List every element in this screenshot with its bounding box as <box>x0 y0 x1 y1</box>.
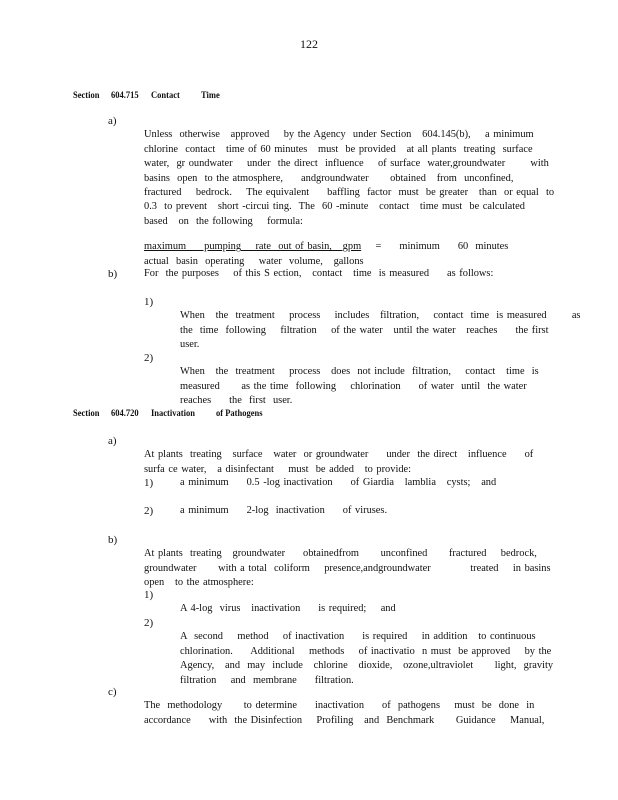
text-line: At plants treating surface water or groundwater under the direct influence of <box>144 449 534 461</box>
text-line: open to the atmosphere: <box>144 577 254 589</box>
subsection-label-b: b) <box>108 534 118 546</box>
section-title-word: Time <box>201 89 220 101</box>
text-line: When the treatment process does not include filtration, contact time is <box>180 366 539 378</box>
text-line: The methodology to determine inactivation of pathogens must be done in <box>144 700 535 712</box>
text-line: fractured bedrock. The equivalent baffling factor must be greater than or equal to <box>144 187 555 199</box>
text-line: A 4-log virus inactivation is required; and <box>180 603 396 615</box>
subsection-label-a: a) <box>108 115 117 127</box>
subsection-b-text: For the purposes of this S ection, contact time is measured as follows: <box>144 268 494 279</box>
section-title-word: Contact <box>151 89 180 101</box>
formula-denominator: actual basin operating water volume, gallons <box>144 255 364 267</box>
text-line: At plants treating groundwater obtainedfrom unconfined fractured bedrock, <box>144 548 537 560</box>
section-title-word: Inactivation <box>151 407 195 419</box>
text-line: 0.3 to prevent short -circui ting. The 60 -minute contact time must be calculated <box>144 201 525 213</box>
text-line: based on the following formula: <box>144 215 303 227</box>
page-number: 122 <box>300 37 318 51</box>
text-line: Agency, and may include chlorine dioxide, ozone,ultraviolet light, gravity <box>180 660 554 672</box>
text-line: measured as the time following chlorination of water until the water <box>180 380 527 392</box>
item-label-2: 2) <box>144 617 154 629</box>
text-line: accordance with the Disinfection Profiling and Benchmark Guidance Manual, <box>144 714 545 726</box>
subsection-label-a: a) <box>108 435 117 447</box>
item-label-2: 2) <box>144 505 154 517</box>
section-number: 604.715 <box>111 89 139 101</box>
section-title-word: of Pathogens <box>216 407 263 419</box>
text-line: groundwater with a total coliform presence,andgroundwater treated in basins <box>144 562 551 574</box>
text-line: user. <box>180 339 200 351</box>
text-line: A second method of inactivation is required in addition to continuous <box>180 631 536 643</box>
subsection-label-b: b) <box>108 268 118 280</box>
text-line: chlorine contact time of 60 minutes must be provided at all plants treating surface <box>144 143 533 155</box>
item-label-1: 1) <box>144 589 154 601</box>
text-line: surfa ce water, a disinfectant must be added to provide: <box>144 463 412 475</box>
formula-top-line <box>144 240 508 254</box>
item-1-text: a minimum 0.5 -log inactivation of Giardia lamblia cysts; and <box>180 477 497 488</box>
subsection-a-text <box>144 114 554 244</box>
text-line: filtration and membrane filtration. <box>180 674 354 686</box>
section-word: Section <box>73 89 100 101</box>
text-line: chlorination. Additional methods of inactivatio n must be approved by the <box>180 645 552 657</box>
section-word: Section <box>73 407 100 419</box>
subsection-c-text <box>144 685 544 743</box>
item-2-text: a minimum 2-log inactivation of viruses. <box>180 505 388 516</box>
text-line: the time following filtration of the water until the water reaches the first <box>180 324 549 336</box>
section-heading-604-720 <box>73 407 263 419</box>
section-heading-604-715 <box>73 89 220 101</box>
formula-equals: = <box>375 241 382 253</box>
formula-numerator: maximum pumping rate out of basin, gpm <box>144 241 362 253</box>
text-line: reaches the first user. <box>180 395 293 407</box>
subsection-label-c: c) <box>108 686 117 698</box>
formula-result: minimum 60 minutes <box>399 241 509 253</box>
item-label-2: 2) <box>144 352 154 364</box>
text-line: water, gr oundwater under the direct influence of surface water,groundwater with <box>144 158 549 170</box>
text-line: basins open to the atmosphere, andgroundwater obtained from unconfined, <box>144 172 514 184</box>
text-line: When the treatment process includes filtration, contact time is measured as <box>180 310 581 322</box>
text-line: Unless otherwise approved by the Agency under Section 604.145(b), a minimum <box>144 129 534 141</box>
section-number: 604.720 <box>111 407 139 419</box>
item-label-1: 1) <box>144 477 154 489</box>
item-label-1: 1) <box>144 296 154 308</box>
